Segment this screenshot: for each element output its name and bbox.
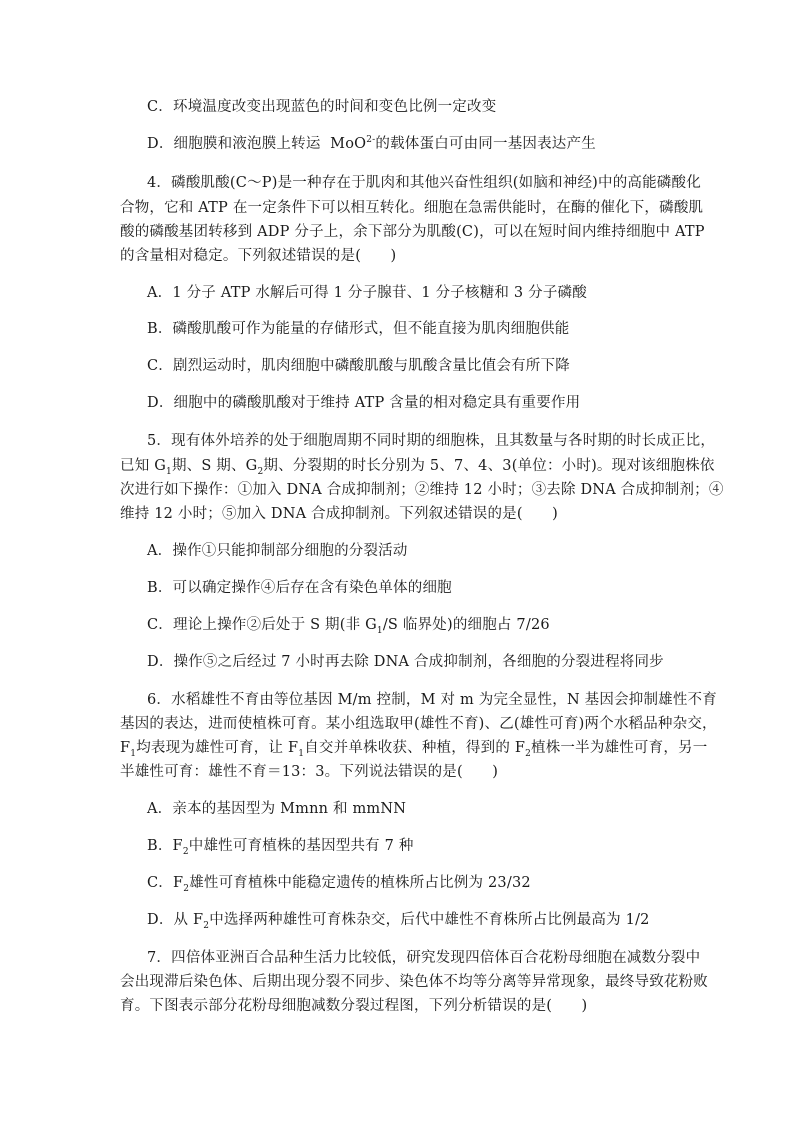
q6-option-c: C．$F_2$雄性可育植株中能稳定遗传的植株所占比例为 23/32 bbox=[147, 875, 531, 894]
q5-stem-line-4: 维持 12 小时；⑤加入 DNA 合成抑制剂。下列叙述错误的是( ) bbox=[120, 506, 558, 522]
q4-option-b: B．磷酸肌酸可作为能量的存储形式，但不能直接为肌肉细胞供能 bbox=[147, 321, 570, 337]
q6-option-a: A．亲本的基因型为 Mmnn 和 mmNN bbox=[147, 801, 407, 817]
q6-option-b: B．$F_2$中雄性可育植株的基因型共有 7 种 bbox=[147, 838, 414, 857]
q5-stem-line-3: 次进行如下操作：①加入 DNA 合成抑制剂；②维持 12 小时；③去除 DNA 合成抑制剂；④ bbox=[120, 482, 724, 498]
q4-stem-line-3: 酸的磷酸基团转移到 ADP 分子上，余下部分为肌酸(C)，可以在短时间内维持细胞中 ATP bbox=[120, 224, 705, 240]
q5-option-c: C．理论上操作②后处于 S 期(非 $G_1/S$ 临界处)的细胞占 7/26 bbox=[147, 617, 550, 636]
q3-option-d: D．细胞膜和液泡膜上转运 MoO$^{2-}$的载体蛋白可由同一基因表达产生 bbox=[147, 135, 596, 152]
q4-option-a: A．1 分子 ATP 水解后可得 1 分子腺苷、1 分子核糖和 3 分子磷酸 bbox=[147, 285, 587, 301]
q7-stem-line-1: 7．四倍体亚洲百合品种生活力比较低，研究发现四倍体百合花粉母细胞在减数分裂中 bbox=[147, 950, 701, 966]
q7-stem-line-2: 会出现滞后染色体、后期出现分裂不同步、染色体不均等分离等异常现象，最终导致花粉败 bbox=[120, 974, 708, 990]
q4-stem-line-1: 4．磷酸肌酸(C～P)是一种存在于肌肉和其他兴奋性组织(如脑和神经)中的高能磷酸化 bbox=[147, 175, 701, 191]
q4-option-c: C．剧烈运动时，肌肉细胞中磷酸肌酸与肌酸含量比值会有所下降 bbox=[147, 358, 570, 374]
q6-stem-line-3: $F_1$均表现为雄性可育，让 $F_1$自交并单株收获、种植，得到的 $F_2$植株一半为雄性可育，另一 bbox=[120, 740, 708, 759]
q5-stem-line-1: 5．现有体外培养的处于细胞周期不同时期的细胞株，且其数量与各时期的时长成正比， bbox=[147, 433, 716, 449]
q5-stem-line-2: 已知 $G_1$期、S 期、$G_2$期、分裂期的时长分别为 5、7、4、3(单位：小时)。现对该细胞株依 bbox=[120, 458, 715, 477]
q3-option-c: C．环境温度改变出现蓝色的时间和变色比例一定改变 bbox=[147, 99, 497, 115]
q6-stem-line-2: 基因的表达，进而使植株可育。某小组选取甲(雄性不育)、乙(雄性可育)两个水稻品种杂交， bbox=[120, 716, 717, 732]
q5-option-d: D．操作⑤之后经过 7 小时再去除 DNA 合成抑制剂，各细胞的分裂进程将同步 bbox=[147, 654, 664, 670]
q7-stem-line-3: 育。下图表示部分花粉母细胞减数分裂过程图，下列分析错误的是( ) bbox=[120, 998, 588, 1014]
q4-stem-line-4: 的含量相对稳定。下列叙述错误的是( ) bbox=[120, 248, 397, 264]
q5-option-a: A．操作①只能抑制部分细胞的分裂活动 bbox=[147, 543, 408, 559]
q6-stem-line-1: 6．水稻雄性不育由等位基因 M/m 控制，M 对 m 为完全显性，N 基因会抑制雄性不育 bbox=[147, 692, 717, 708]
q4-option-d: D．细胞中的磷酸肌酸对于维持 ATP 含量的相对稳定具有重要作用 bbox=[147, 395, 581, 411]
q6-stem-line-4: 半雄性可育：雄性不育＝13：3。下列说法错误的是( ) bbox=[120, 764, 499, 780]
q6-option-d: D．从 $F_2$中选择两种雄性可育株杂交，后代中雄性不育株所占比例最高为 1/2 bbox=[147, 912, 650, 931]
q5-option-b: B．可以确定操作④后存在含有染色单体的细胞 bbox=[147, 580, 452, 596]
q4-stem-line-2: 合物，它和 ATP 在一定条件下可以相互转化。细胞在急需供能时，在酶的催化下，磷酸肌 bbox=[120, 200, 704, 216]
